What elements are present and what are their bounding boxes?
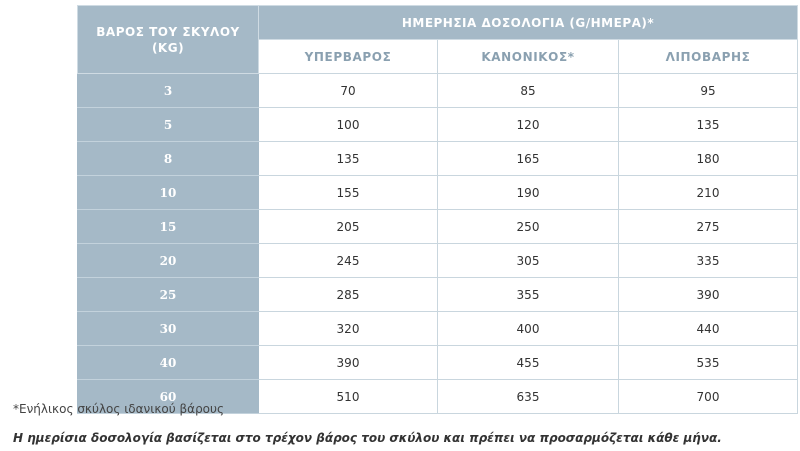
value-cell-underweight: 95 bbox=[619, 74, 798, 108]
weight-cell: 60 bbox=[78, 380, 259, 414]
table-row bbox=[78, 142, 798, 176]
table-row bbox=[78, 108, 798, 142]
value-cell-normal: 85 bbox=[438, 74, 619, 108]
value-cell-underweight: 210 bbox=[619, 176, 798, 210]
weight-cell: 25 bbox=[78, 278, 259, 312]
weight-column-header: ΒΑΡΟΣ ΤΟΥ ΣΚΥΛΟΥ (KG) bbox=[78, 6, 259, 74]
weight-cell: 10 bbox=[78, 176, 259, 210]
value-cell-overweight: 510 bbox=[259, 380, 438, 414]
value-cell-underweight: 180 bbox=[619, 142, 798, 176]
header-row bbox=[78, 6, 798, 40]
value-cell-underweight: 135 bbox=[619, 108, 798, 142]
value-cell-normal: 355 bbox=[438, 278, 619, 312]
dosage-note: Η ημερίσια δοσολογία βασίζεται στο τρέχον βάρος του σκύλου και πρέπει να προσαρμόζεται κάθε μήνα. bbox=[13, 431, 722, 445]
value-cell-underweight: 390 bbox=[619, 278, 798, 312]
value-cell-normal: 165 bbox=[438, 142, 619, 176]
table-row bbox=[78, 244, 798, 278]
table-row bbox=[78, 210, 798, 244]
value-cell-overweight: 320 bbox=[259, 312, 438, 346]
value-cell-normal: 250 bbox=[438, 210, 619, 244]
value-cell-normal: 400 bbox=[438, 312, 619, 346]
table-row bbox=[78, 312, 798, 346]
value-cell-normal: 635 bbox=[438, 380, 619, 414]
table-row bbox=[78, 176, 798, 210]
value-cell-overweight: 100 bbox=[259, 108, 438, 142]
weight-cell: 20 bbox=[78, 244, 259, 278]
table-row bbox=[78, 278, 798, 312]
footnote: *Ενήλικος σκύλος ιδανικού βάρους bbox=[13, 402, 225, 416]
column-header-underweight: ΛΙΠΟΒΑΡΗΣ bbox=[619, 40, 798, 74]
value-cell-overweight: 285 bbox=[259, 278, 438, 312]
column-header-overweight: ΥΠΕΡΒΑΡΟΣ bbox=[259, 40, 438, 74]
weight-cell: 30 bbox=[78, 312, 259, 346]
weight-cell: 5 bbox=[78, 108, 259, 142]
value-cell-overweight: 135 bbox=[259, 142, 438, 176]
value-cell-underweight: 535 bbox=[619, 346, 798, 380]
value-cell-normal: 455 bbox=[438, 346, 619, 380]
value-cell-normal: 305 bbox=[438, 244, 619, 278]
daily-dosage-header: ΗΜΕΡΗΣΙΑ ΔΟΣΟΛΟΓΙΑ (G/ΗΜΕΡΑ)* bbox=[259, 6, 798, 40]
dosage-table bbox=[77, 5, 798, 414]
table-row bbox=[78, 346, 798, 380]
value-cell-overweight: 390 bbox=[259, 346, 438, 380]
column-header-normal: ΚΑΝΟΝΙΚΟΣ* bbox=[438, 40, 619, 74]
value-cell-overweight: 245 bbox=[259, 244, 438, 278]
value-cell-underweight: 440 bbox=[619, 312, 798, 346]
value-cell-overweight: 70 bbox=[259, 74, 438, 108]
weight-cell: 15 bbox=[78, 210, 259, 244]
value-cell-underweight: 700 bbox=[619, 380, 798, 414]
value-cell-normal: 190 bbox=[438, 176, 619, 210]
table-row bbox=[78, 74, 798, 108]
weight-cell: 8 bbox=[78, 142, 259, 176]
value-cell-overweight: 205 bbox=[259, 210, 438, 244]
value-cell-underweight: 335 bbox=[619, 244, 798, 278]
weight-cell: 40 bbox=[78, 346, 259, 380]
value-cell-overweight: 155 bbox=[259, 176, 438, 210]
value-cell-underweight: 275 bbox=[619, 210, 798, 244]
weight-cell: 3 bbox=[78, 74, 259, 108]
value-cell-normal: 120 bbox=[438, 108, 619, 142]
